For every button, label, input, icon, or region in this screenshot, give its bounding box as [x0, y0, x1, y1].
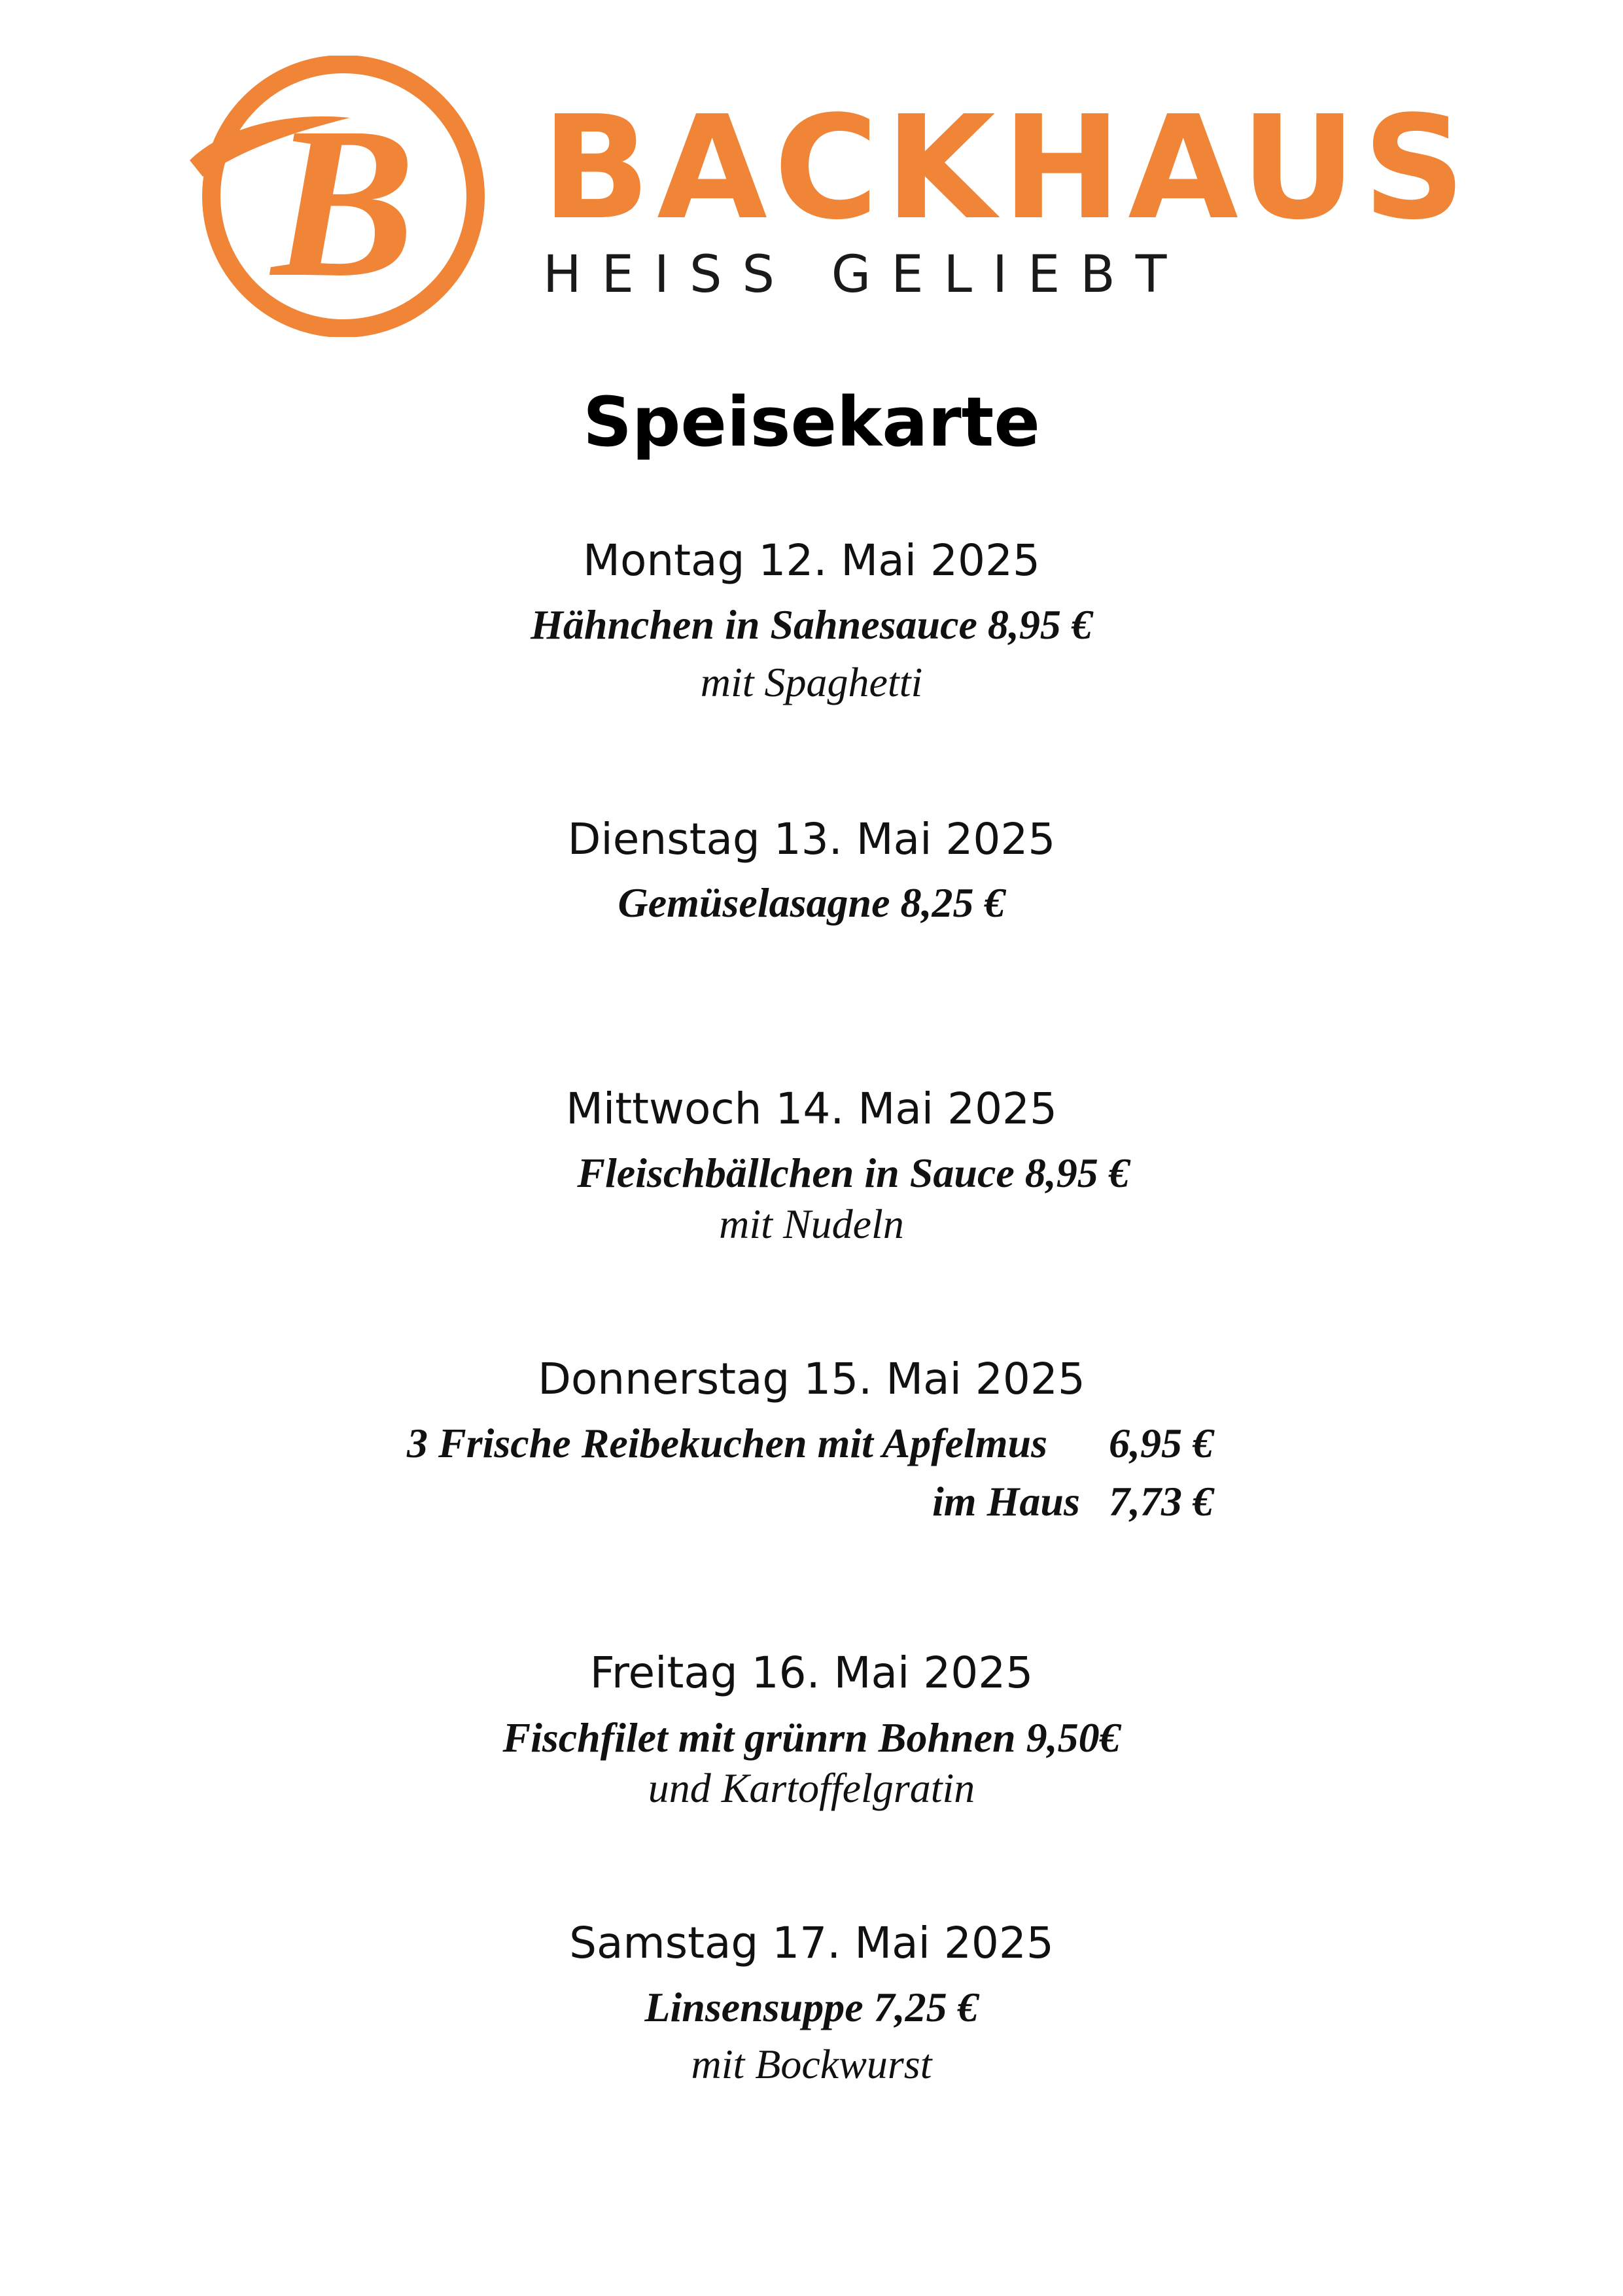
day-heading-samstag: Samstag 17. Mai 2025 [569, 1918, 1054, 1968]
day-heading-mittwoch: Mittwoch 14. Mai 2025 [565, 1084, 1058, 1134]
price-donnerstag: 6,95 € [1109, 1420, 1213, 1466]
day-heading-freitag: Freitag 16. Mai 2025 [589, 1648, 1034, 1698]
brand-tagline: HEISS GELIEBT [543, 245, 1187, 304]
backhaus-logo-icon [183, 56, 491, 337]
day-heading-dienstag: Dienstag 13. Mai 2025 [567, 814, 1056, 864]
side-freitag: und Kartoffelgratin [648, 1765, 975, 1811]
dish-donnerstag: 3 Frische Reibekuchen mit Apfelmus [407, 1420, 1047, 1466]
day-heading-donnerstag: Donnerstag 15. Mai 2025 [538, 1354, 1085, 1404]
logo-letter: B [271, 83, 416, 322]
day-heading-montag: Montag 12. Mai 2025 [583, 535, 1040, 586]
side-montag: mit Spaghetti [700, 659, 923, 705]
extra-price-donnerstag: 7,73 € [1109, 1478, 1213, 1525]
extra-label-donnerstag: im Haus [932, 1478, 1080, 1525]
side-mittwoch: mit Nudeln [719, 1201, 904, 1247]
page-title: Speisekarte [583, 382, 1040, 462]
dish-freitag: Fischfilet mit grünrn Bohnen 9,50€ [502, 1714, 1121, 1761]
dish-mittwoch: Fleischbällchen in Sauce 8,95 € [577, 1150, 1130, 1196]
dish-montag: Hähnchen in Sahnesauce 8,95 € [531, 601, 1092, 648]
dish-dienstag: Gemüselasagne 8,25 € [618, 879, 1005, 926]
dish-samstag: Linsensuppe 7,25 € [644, 1984, 979, 2030]
brand-name: BACKHAUS [542, 86, 1473, 251]
side-samstag: mit Bockwurst [691, 2041, 932, 2087]
